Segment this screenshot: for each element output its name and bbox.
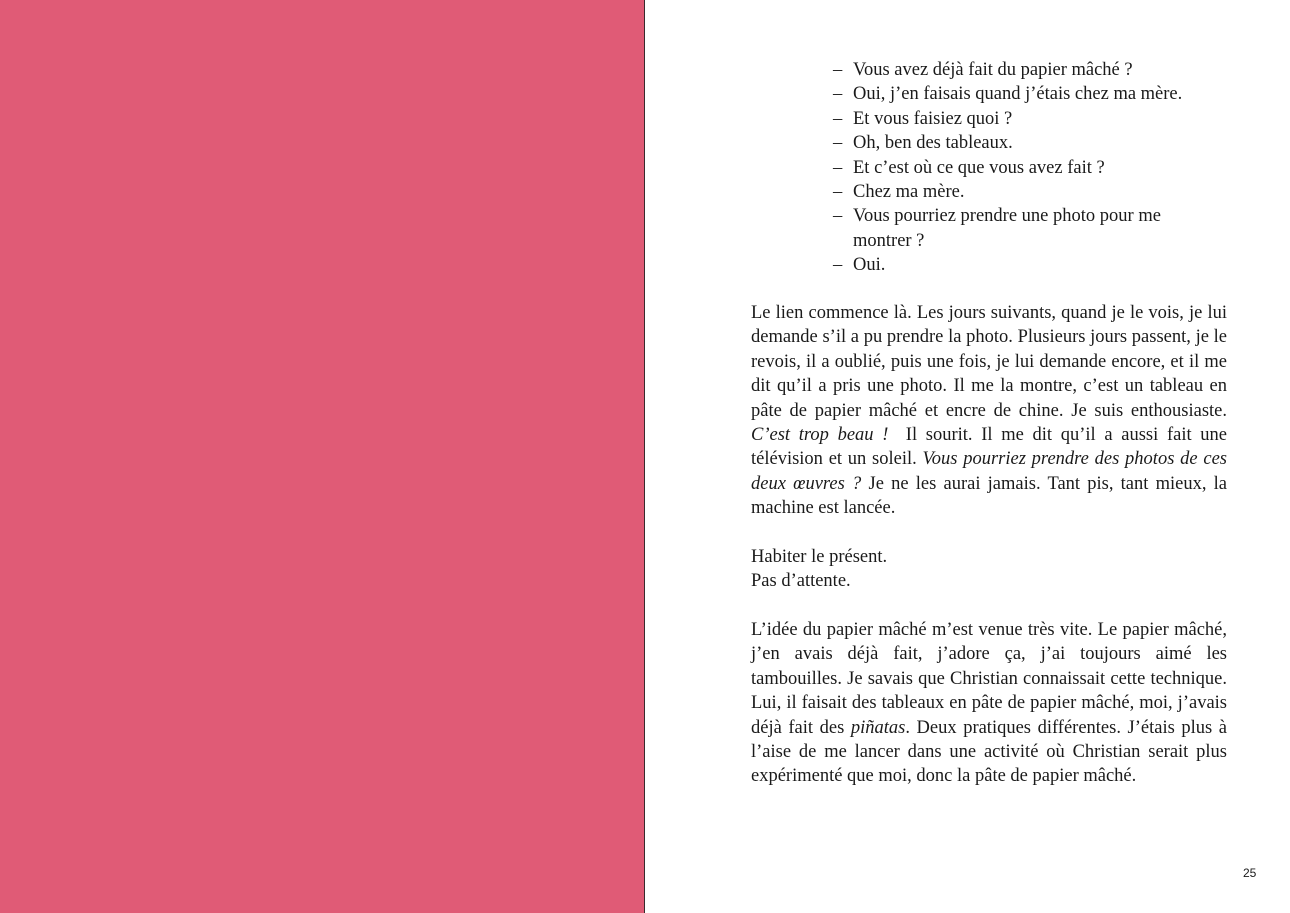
dialogue-line [833, 107, 1233, 131]
dialogue-line [833, 131, 1233, 155]
dialogue-dash: – [833, 182, 843, 203]
dialogue-text: Oui. [853, 255, 886, 276]
dialogue-dash: – [833, 133, 843, 154]
paragraph-text: . Deux pratiques différentes. J’étais plus à l’aise de me lancer dans une activité où Christian serait plus expérimenté que moi, donc la pâte de papier mâché. [751, 717, 1227, 787]
page-number: 25 [1243, 866, 1257, 880]
paragraph-present [751, 545, 1227, 594]
dialogue-list [833, 58, 1233, 278]
dialogue-line [833, 253, 1233, 277]
paragraph-italic: Vous pourriez prendre des photos de ces deux œuvres ? [751, 449, 1227, 494]
paragraph-line: Habiter le présent. [751, 547, 888, 567]
paragraph-italic: C’est trop beau ! [751, 425, 889, 446]
paragraph-text: Il sourit. Il me dit qu’il a aussi fait une télévision et un soleil. [751, 425, 1232, 470]
dialogue-line [833, 82, 1233, 106]
paragraph-text: Le lien commence là. Les jours suivants, quand je le vois, je lui demande s’il a pu prendre la photo. Plusieurs jours passent, je le revois, il a oublié, puis une fois, je lui demande encore, et il me dit qu’il a pris une photo. Il me la montre, c’est un tableau en pâte de papier mâché et encre de chine. Je suis enthousiaste. [751, 303, 1227, 421]
dialogue-line [833, 156, 1233, 180]
right-page [645, 0, 1290, 913]
dialogue-text: Oh, ben des tableaux. [853, 133, 1013, 154]
dialogue-dash: – [833, 255, 843, 276]
dialogue-text: Et vous faisiez quoi ? [853, 108, 1013, 129]
paragraph-papier-mache [751, 618, 1227, 789]
dialogue-dash: – [833, 157, 843, 178]
paragraph-line: Pas d’attente. [751, 571, 851, 592]
paragraph-text: Je ne les aurai jamais. Tant pis, tant mieux, la machine est lancée. [751, 473, 1227, 519]
dialogue-dash: – [833, 60, 843, 80]
dialogue-line [833, 180, 1233, 204]
dialogue-text: Vous avez déjà fait du papier mâché ? [853, 60, 1133, 80]
dialogue-dash: – [833, 108, 843, 129]
dialogue-text: Chez ma mère. [853, 182, 965, 203]
dialogue-line [833, 204, 1205, 253]
dialogue-text: Oui, j’en faisais quand j’étais chez ma mère. [853, 84, 1183, 105]
paragraph-lien [751, 301, 1232, 521]
paragraph-italic: piñatas [850, 717, 906, 738]
dialogue-dash: – [833, 84, 843, 105]
dialogue-text: Et c’est où ce que vous avez fait ? [853, 157, 1105, 178]
dialogue-text: Vous pourriez prendre une photo pour me montrer ? [853, 206, 1161, 251]
dialogue-line [833, 58, 1233, 82]
paragraph-text: L’idée du papier mâché m’est venue très vite. Le papier mâché, j’en avais déjà fait, j’adore ça, j’ai toujours aimé les tambouilles. Je savais que Christian connaissait cette technique. Lui, il faisait des tableaux en pâte de papier mâché, moi, j’avais déjà fait des [751, 620, 1227, 738]
dialogue-dash: – [833, 206, 843, 227]
